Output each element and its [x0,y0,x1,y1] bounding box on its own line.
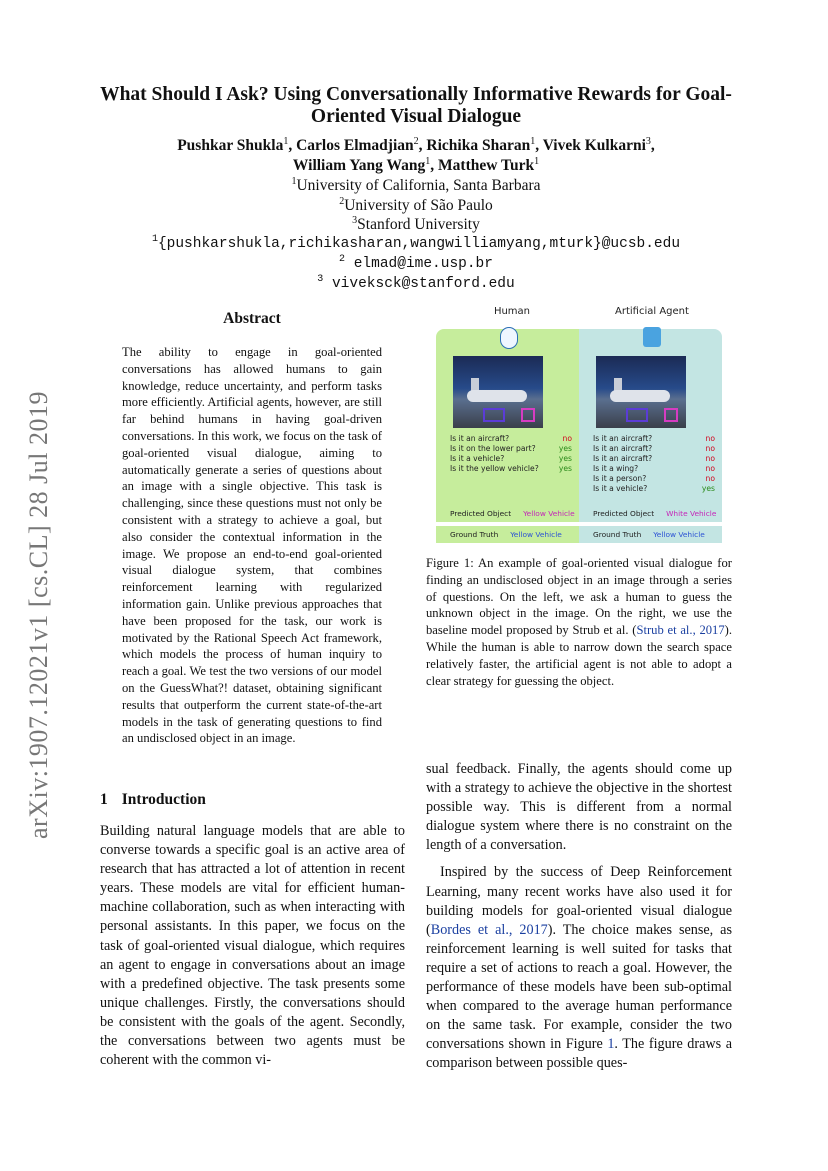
human-dialogue [450,434,572,474]
agent-panel [579,329,722,505]
bounding-box-icon [483,408,505,422]
author-name: Matthew Turk [438,157,535,174]
human-predicted-row: Predicted Object Yellow Vehicle [436,505,579,522]
author-name: Carlos Elmadjian [296,137,414,154]
arxiv-stamp [14,380,64,850]
intro-left-text: Building natural language models that are able to converse towards a specific goal is an active area of research that has attracted a lot of attention in recent years. These models are vital for efficient human-machine collaboration, such as when interacting with personal assistants. In this paper, we focus on the task of goal-oriented visual dialogue, which requires an agent to engage in conversations about an image with a predefined objective. The task presents some unique challenges. Firstly, the conversations should be consistent with the goals of the agent. Secondly, the conversations between two agents must be coherent with the common vi- [100,823,405,1069]
qa-row: Is it the yellow vehicle? yes [450,464,572,473]
citation-link[interactable]: Bordes et al., 2017 [430,921,548,938]
author-name: Vivek Kulkarni [542,137,646,154]
qa-row: Is it a wing? no [593,464,715,473]
figure-ref-link[interactable]: 1 [607,1036,615,1053]
citation-link[interactable]: Strub et al., 2017 [636,623,725,638]
human-panel [436,329,579,505]
bounding-box-icon [626,408,648,422]
email: $^1${pushkarshukla,richikasharan,wangwilliamyang,mturk}@ucsb.edu [151,234,681,252]
emails [100,234,732,294]
airport-photo [596,356,686,428]
abstract-heading: Abstract [223,310,281,327]
qa-row: Is it a vehicle? yes [593,484,715,493]
airport-photo [453,356,543,428]
qa-row: Is it an aircraft? no [593,444,715,453]
author-line-2: William Yang Wang$^1$, Matthew Turk$^1$ [292,155,540,174]
section-heading [100,791,206,809]
intro-right-column [426,760,732,1074]
affiliation: $^2$University of São Paulo [339,195,493,214]
qa-row: Is it an aircraft? no [593,454,715,463]
affiliation: $^1$University of California, Santa Barbara [291,175,541,194]
author-name: Richika Sharan [426,137,531,154]
email: $^3$ viveksck@stanford.edu [317,274,515,292]
human-header: Human [493,306,531,317]
robot-icon [643,327,661,347]
agent-header: Artificial Agent [615,306,689,317]
agent-ground-truth-row: Ground Truth Yellow Vehicle [579,526,722,543]
author-name: Pushkar Shukla [177,137,284,154]
section-number: 1 [100,791,108,808]
qa-row: Is it a person? no [593,474,715,483]
human-face-icon [500,327,518,349]
affiliation: $^3$Stanford University [352,214,480,233]
qa-row: Is it an aircraft? no [593,434,715,443]
qa-row: Is it a vehicle? yes [450,454,572,463]
intro-paragraph: sual feedback. Finally, the agents should come up with a strategy to achieve the objective in the shortest possible way. This is different from a normal dialogue system where there is no constraint on the length of a conversation. [426,761,732,854]
author-line-1: Pushkar Shukla$^1$, Carlos Elmadjian$^2$, Richika Sharan$^1$, Vivek Kulkarni$^3$, [177,135,655,154]
human-ground-truth-row: Ground Truth Yellow Vehicle [436,526,579,543]
author-list [100,136,732,176]
section-title: Introduction [121,791,206,808]
agent-predicted-row: Predicted Object White Vehicle [579,505,722,522]
email: $^2$ elmad@ime.usp.br [339,254,493,272]
qa-row: Is it on the lower part? yes [450,444,572,453]
figure-caption: Figure 1: An example of goal-oriented visual dialogue for finding an undisclosed object in an image through a series of questions. On the left, we ask a human to guess the unknown object in the image. On the right, we use the baseline model proposed by Strub et al. (Strub et al., 2017). While the human is able to narrow down the search space relatively faster, the artificial agent is not able to adopt a clear strategy for guessing the object. [426,556,732,688]
qa-row: Is it an aircraft? no [450,434,572,443]
intro-paragraph: Inspired by the success of Deep Reinforcement Learning, many recent works have also used it for building models for goal-oriented visual dialogue (Bordes et al., 2017). The choice makes sense, as reinforcement learning is well suited for tasks that require a set of actions to reach a goal. However, the performance of these models have been sub-optimal when compared to the average human performance on the same task. For example, consider the two conversations shown in Figure 1. The figure draws a comparison between possible ques- [426,864,733,1072]
arxiv-stamp-text: arXiv:1907.12021v1 [cs.CL] 28 Jul 2019 [24,391,53,839]
bounding-box-icon [521,408,535,422]
figure-1 [436,302,722,546]
agent-dialogue [593,434,715,494]
abstract-text: The ability to engage in goal-oriented conversations has allowed humans to gain knowledge, reduce uncertainty, and perform tasks more efficiently. Artificial agents, however, are still far behind humans in having goal-driven conversations. In this work, we focus on the task of goal-oriented visual dialogue, aiming to automatically generate a series of questions about an image with a single objective. This task is challenging, since these questions must not only be consistent with a strategy to achieve a goal, but also consider the contextual information in the image. We propose an end-to-end goal-oriented visual dialogue system, that combines reinforcement learning with regularized information gain. Unlike previous approaches that have been proposed for the task, our work is motivated by the Rational Speech Act framework, which models the process of human inquiry to reach a goal. We test the two versions of our model on the GuessWhat?! dataset, obtaining significant results that outperform the current state-of-the-art models in the task of generating questions to find an undisclosed object in an image. [122,345,382,746]
paper-title: What Should I Ask? Using Conversationally Informative Rewards for Goal-Oriented Visual Dialogue [100,84,732,127]
bounding-box-icon [664,408,678,422]
affiliations [100,176,732,235]
author-name: William Yang Wang [292,157,426,174]
